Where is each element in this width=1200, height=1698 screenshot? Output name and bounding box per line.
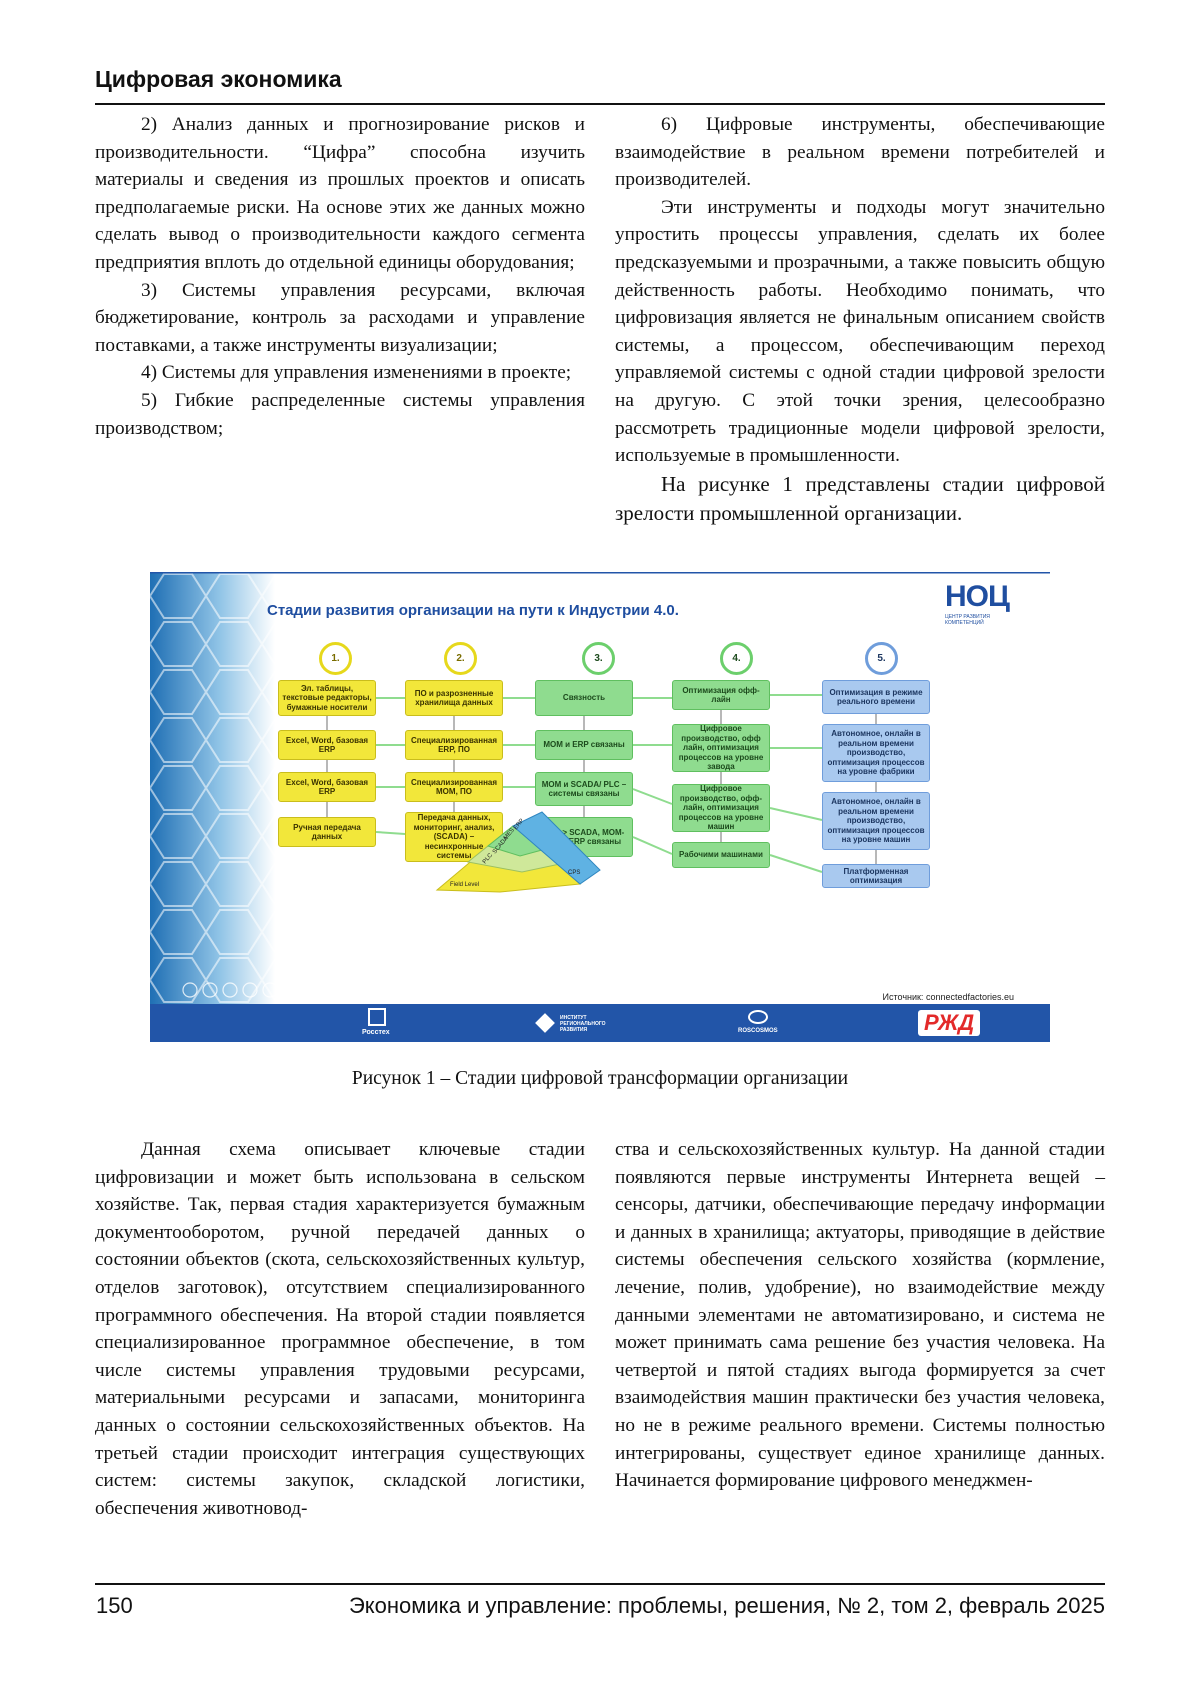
- stage5-box: Платформенная оптимизация: [822, 864, 930, 888]
- figure-title: Стадии развития организации на пути к Индустрии 4.0.: [267, 602, 679, 619]
- logo-bar: [150, 1004, 1050, 1042]
- header-rule: [95, 103, 1105, 105]
- stage2-box: ПО и разрозненные хранилища данных: [405, 680, 503, 716]
- irr-logo: ИНСТИТУТ РЕГИОНАЛЬНОГО РАЗВИТИЯ: [560, 1015, 630, 1033]
- paragraph: 5) Гибкие распределенные системы управления производством;: [95, 387, 585, 442]
- top-left-column: [95, 111, 585, 442]
- roscosmos-logo: ROSCOSMOS: [738, 1028, 778, 1034]
- rostech-logo-icon: [368, 1008, 386, 1026]
- paragraph: На рисунке 1 представлены стадии цифровой зрелости промышленной организации.: [615, 470, 1105, 528]
- stage2-box: Передача данных, мониторинг, анализ, (SCADA) – несинхронные системы: [405, 812, 503, 862]
- section-title: Цифровая экономика: [95, 66, 342, 93]
- svg-text:CPS: CPS: [568, 870, 580, 876]
- footer-rule: [95, 1583, 1105, 1585]
- svg-text:Field Level: Field Level: [450, 882, 479, 888]
- stage3-box: MOM и SCADA/ PLC – системы связаны: [535, 772, 633, 806]
- svg-text:PLC: PLC: [482, 852, 495, 865]
- stage4-box: Цифровое производство, офф лайн, оптимизация процессов на уровне завода: [672, 724, 770, 772]
- stage5-box: Автономное, онлайн в реальном времени производство, оптимизация процессов на уровне фабрики: [822, 724, 930, 782]
- svg-text:MES: MES: [503, 827, 516, 841]
- stage2-box: Специализированная MOM, ПО: [405, 772, 503, 802]
- paragraph: 3) Системы управления ресурсами, включая бюджетирование, контроль за расходами и управление поставками, а также инструменты визуализации;: [95, 277, 585, 360]
- stage3-box: Связность: [535, 680, 633, 716]
- stage-badge-5: 5.: [865, 642, 898, 675]
- paragraph: ства и сельскохозяйственных культур. На данной стадии появляются первые инструменты Интернета вещей – сенсоры, датчики, обеспечивающие передачу информации и данных в хранилища; актуаторы, приводящие в действие системы обеспечения сельского хозяйства (кормление, лечение, полив, удобрение), но взаимодействие между данными элементами не автоматизировано, и система не может принимать сама решение без участия человека. На четвертой и пятой стадиях выгода формируется за счет взаимодействия машин практически без участия человека, но не в режиме реального времени. Системы полностью интегрированы, существует единое хранилище данных. Начинается формирование цифрового менеджмен-: [615, 1136, 1105, 1495]
- stage1-box: Ручная передача данных: [278, 817, 376, 847]
- stage1-box: Excel, Word, базовая ERP: [278, 730, 376, 760]
- bottom-right-column: [615, 1136, 1105, 1495]
- paragraph: 2) Анализ данных и прогнозирование рисков и производительности. “Цифра” способна изучить материалы и сведения из прошлых проектов и описать предполагаемые риски. На основе этих же данных можно сделать вывод о производительности каждого сегмента предприятия вплоть до отдельной единицы оборудования;: [95, 111, 585, 277]
- journal-name: Экономика и управление: проблемы, решения, № 2, том 2, февраль 2025: [349, 1593, 1105, 1619]
- figure-source: Источник: connectedfactories.eu: [883, 992, 1014, 1002]
- figure-1: [150, 572, 1050, 1042]
- irr-logo-icon: [535, 1013, 555, 1033]
- paragraph: 6) Цифровые инструменты, обеспечивающие взаимодействие в реальном времени потребителей и производителей.: [615, 111, 1105, 194]
- figure-caption: Рисунок 1 – Стадии цифровой трансформации организации: [0, 1068, 1200, 1090]
- stage3-box: IoT –> SCADA, MOM-MES, ERP связаны: [535, 817, 633, 857]
- social-icons: [180, 980, 300, 1000]
- automation-pyramid: [150, 572, 1050, 1042]
- svg-text:ERP: ERP: [513, 818, 526, 831]
- logo-text: НОЦ: [945, 580, 1025, 614]
- stage-badge-2: 2.: [444, 642, 477, 675]
- stage2-box: Специализированная ERP, ПО: [405, 730, 503, 760]
- stage5-box: Автономное, онлайн в реальном времени производство, оптимизация процессов на уровне машин: [822, 792, 930, 850]
- page-number: 150: [96, 1593, 133, 1619]
- roscosmos-logo-icon: [748, 1010, 768, 1024]
- stage5-box: Оптимизация в режиме реального времени: [822, 680, 930, 714]
- stage-badge-1: 1.: [319, 642, 352, 675]
- stage-badge-3: 3.: [582, 642, 615, 675]
- stage1-box: Эл. таблицы, текстовые редакторы, бумажные носители: [278, 680, 376, 716]
- stage3-box: MOM и ERP связаны: [535, 730, 633, 760]
- rostech-logo: Росстех: [362, 1029, 390, 1036]
- paragraph: Эти инструменты и подходы могут значительно упростить процессы управления, сделать их более предсказуемыми и прозрачными, а также повысить общую действенность работы. Необходимо понимать, что цифровизация является не финальным описанием свойств системы, а процессом, обеспечивающим переход управляемой системы с одной стадии цифровой зрелости на другую. С этой точки зрения, целесообразно рассмотреть традиционные модели цифровой зрелости, используемые в промышленности.: [615, 194, 1105, 470]
- svg-text:SCADA: SCADA: [492, 836, 510, 856]
- stage1-box: Excel, Word, базовая ERP: [278, 772, 376, 802]
- rzd-logo: РЖД: [918, 1010, 980, 1036]
- stage4-box: Цифровое производство, офф-лайн, оптимизация процессов на уровне машин: [672, 784, 770, 832]
- stage-badge-4: 4.: [720, 642, 753, 675]
- top-right-column: [615, 111, 1105, 528]
- stage4-box: Рабочими машинами: [672, 842, 770, 868]
- paragraph: 4) Системы для управления изменениями в проекте;: [95, 359, 585, 387]
- bottom-left-column: [95, 1136, 585, 1522]
- stage4-box: Оптимизация офф-лайн: [672, 680, 770, 710]
- paragraph: Данная схема описывает ключевые стадии цифровизации и может быть использована в сельском хозяйстве. Так, первая стадия характеризуется бумажным документооборотом, ручной передачей данных о состоянии объектов (скота, сельскохозяйственных культур, отделов заготовок), отсутствием специализированного программного обеспечения. На второй стадии появляется специализированное программное обеспечение, в том числе системы управления трудовыми ресурсами, материальными ресурсами и запасами, мониторинга данных о состоянии сельскохозяйственных объектов. На третьей стадии происходит интеграция существующих систем: системы закупок, складской логистики, обеспечения животновод-: [95, 1136, 585, 1522]
- logo-subtext: ЦЕНТР РАЗВИТИЯ КОМПЕТЕНЦИЙ: [945, 614, 1005, 626]
